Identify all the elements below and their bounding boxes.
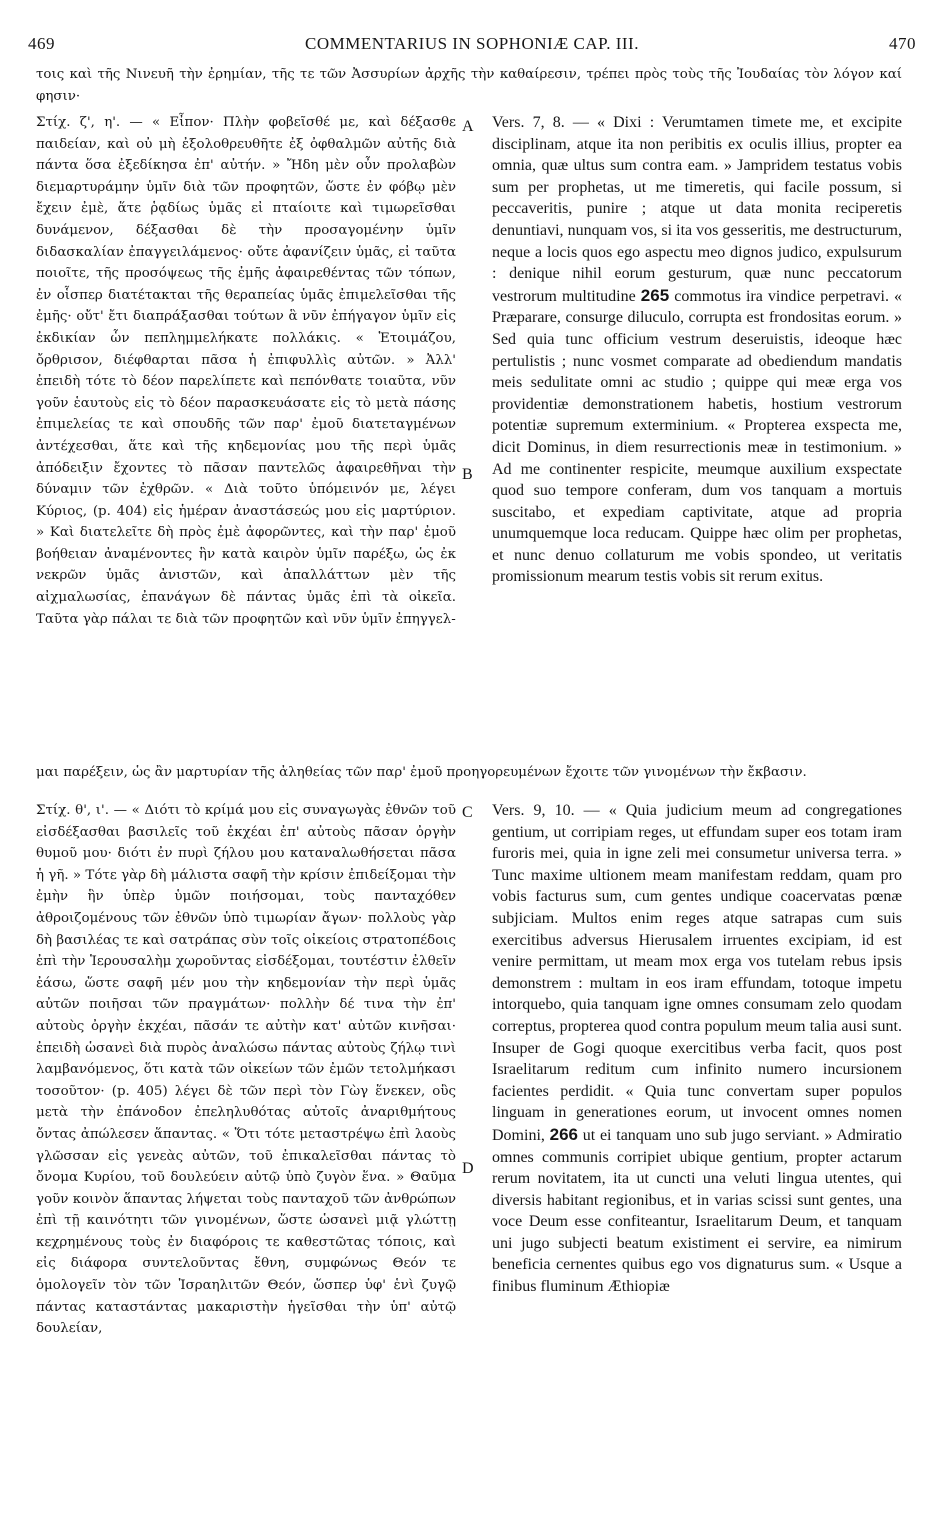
page-title: COMMENTARIUS IN SOPHONIÆ CAP. III. [305,34,639,53]
intro-greek-paragraph: τοις καὶ τῆς Νινευῆ τὴν ἐρημίαν, τῆς τε τῶν Ἀσσυρίων ἀρχῆς τὴν καθαίρεσιν, τρέπει πρὸς τοὺς τῆς Ἰουδαίας τὸν λόγον καί φησιν· [36,67,902,104]
column-number-266: 266 [549,1124,579,1144]
margin-marker-b: B [462,466,473,483]
running-head [28,34,916,58]
margin-marker-a: A [462,118,474,135]
latin-column-section2 [492,800,902,1298]
margin-marker-c: C [462,804,473,821]
latin-text-section2-part2: ut ei tanquam uno sub jugo serviant. » Admiratio omnes communis corripiet ubique gentium, propter actarum rerum novitatem, ita ut cuncti una veluti lingua utentes, qui diversis habitant regionibus, et in varias scissi sunt gentes, una voce Deum esse confiteantur, Israelitarum Deum, et tanquam uni jugo subjecti beatum existiment ei servire, ea nimirum beneficia cernentes quibus ego vos dignaturus sum. « Usque a finibus fluminum Æthiopiæ [492,1126,903,1296]
column-number-265: 265 [640,285,670,305]
greek-column-section2: Στίχ. θ', ι'. — « Διότι τὸ κρίμά μου εἰς συναγωγὰς ἐθνῶν τοῦ εἰσδέξασθαι βασιλεῖς τοῦ ἐκχέαι ἐπ' αὐτοὺς πᾶσαν ὀργὴν θυμοῦ μου· διότι ἐν πυρὶ ζήλου μου καταναλωθήσεται πᾶσα ἡ γῆ. » Τότε γὰρ δὴ μάλιστα σαφῆ τὴν κρίσιν ἐπιδείξομαι τὴν ἐμὴν ἣν ὑπὲρ ὑμῶν ποιήσομαι, τοὺς πανταχόθεν ἀθροιζομένους τῶν ἐθνῶν ὑπὸ τιμωρίαν ἄγων· πολλοὺς γὰρ δὴ βασιλέας τε καὶ σατράπας σὺν τοῖς οἰκείοις στρατοπέδοις ἐπὶ τὴν Ἱερουσαλὴμ χωροῦντας εἰσδέξομαι, τουτέστιν ἐλθεῖν ἐάσω, ὥστε σαφῆ μέν μου τὴν κηδεμονίαν τὴν περὶ ὑμᾶς αὐτῶν ποιῆσαι τῶν πραγμάτων· πολλὴν δέ τινα τὴν ἐπ' αὐτοὺς ὀργὴν ἐκχέαι, πᾶσάν τε αὐτὴν κατ' αὐτῶν κινῆσαι· ἐπειδὴ ὡσανεὶ διὰ πυρὸς ἀναλώσω πάντας αὐτοὺς ζήλῳ τινὶ λαμβανόμενος, ὅτι κατὰ τῶν οἰκείων τῶν ἐμῶν τετολμήκασι τοσοῦτον· (p. 405) λέγει δὲ τῶν περὶ τὸν Γὼγ ἕνεκεν, οὓς μετὰ τὴν ἐπάνοδον ἐπεληλυθότας αὐτοῖς ἀναριθμήτους ὄντας ἀπώλεσεν ἅπαντας. « Ὅτι τότε μεταστρέψω ἐπὶ λαοὺς γλῶσσαν εἰς γενεὰς αὐτῶν, τοῦ ἐπικαλεῖσθαι πάντας τὸ ὄνομα Κυρίου, τοῦ δουλεύειν αὐτῷ ὑπὸ ζυγὸν ἕνα. » Θαῦμα γοῦν κοινὸν ἅπαντας λήψεται τοὺς πανταχοῦ τῶν ἀνθρώπων ἐπὶ τῇ καινότητι τῶν γινομένων, ὥστε ὡσανεὶ μιᾷ γλώττῃ κεχρημένους τοὺς ἐν διαφόροις τε καθεστῶτας τόποις, καὶ εἰς διάφορα συντελοῦντας ἔθνη, συμφώνως Θεόν τε ὁμολογεῖν τὸν τῶν Ἰσραηλιτῶν Θεόν, ὥσπερ ὑφ' ἑνὶ ζυγῷ πάντας καταστάντας μακαριστὴν ἡγεῖσθαι τὴν ὑπ' αὐτῷ δουλείαν, [36,803,457,1337]
latin-text-section1-part2: commotus ira vindice perpetravi. « Præparare, consurge diluculo, corrupta est frondositas eorum. » Sed quia tunc officium vestrum deseruistis, ideoque hæc pertulistis ; nunc vosmet comparate ad obediendum mandatis meis sedulitate omni ac studio ; quippe qui meæ erga vos providentiæ demonstrationem habetis, hostium vestrorum potentiæ supremum exterminium. « Propterea exspecta me, dicit Dominus, in diem resurrectionis meæ in testimonium. » Ad me continenter respicite, meumque auxilium exspectate quod suo tempore conferam, dum vos tanquam a mortuis suscitabo, et expediam captivitate, atque ad propria unumquemque loca reducam. Quippe hæc olim per prophetas, et nunc denuo collaturum me vobis spondeo, ut veritatis promissionum mearum testis vobis sit rerum exitus. [492,287,903,586]
latin-text-section1-part1: Vers. 7, 8. — « Dixi : Verumtamen timete me, et excipite disciplinam, atque ita non peribitis ex oculis illius, propter ea omnia, quæ ultus sum contra eam. » Jampridem testatus vobis sum per prophetas, ut me timeretis, qui facile possum, si peccaveritis, punire ; atque ut data monita reciperetis denuntiavi, nunquam vos, si ita vos gesseritis, me destructurum, neque a locis quos ego aspectu meo dignos judico, expulsurum : denique nihil eorum gesturum, quæ nunc peccatorum vestrorum multitudine [492,114,902,305]
bridge-greek-line: μαι παρέξειν, ὡς ἂν μαρτυρίαν τῆς ἀληθείας τῶν παρ' ἐμοῦ προηγορευμένων ἔχοιτε τῶν γινομένων τὴν ἔκβασιν. [36,765,807,780]
latin-text-section2-part1: Vers. 9, 10. — « Quia judicium meum ad congregationes gentium, ut corripiam reges, ut effundam super eos totam iram furoris mei, quia in igne zeli mei consumetur universa terra. » Tunc maxime ultionem meam manifestam reddam, quam pro vobis facturus sum, cum gentes undique coacervatas pœnæ subjiciam. Multos enim reges atque satrapas cum suis exercitibus adversus Hierusalem irruentes excipiam, id est venire permittam, ut meam mox erga vos tutelam rebus ipsis demonstrem : multam in eos iram effundam, totoque impetu intorquebo, quia tanquam igne omnes consumam zelo quodam correptus, propterea quod contra populum meum talia ausi sunt. Insuper de Gogi quoque exercitibus verba facit, quos post Israelitarum reditum cum infinito numero incursionem facientes perdidit. « Quia tunc convertam super populos linguam in generationes eorum, ut invocent omnes nomen Domini, [492,802,902,1144]
page-number-left: 469 [28,34,55,53]
latin-column-section1 [492,112,902,588]
page-number-right: 470 [889,34,916,53]
margin-marker-d: D [462,1160,474,1177]
greek-column-section1: Στίχ. ζ', η'. — « Εἶπον· Πλὴν φοβεῖσθέ με, καὶ δέξασθε παιδείαν, καὶ οὐ μὴ ἐξολοθρευθῆτε ἐξ ὀφθαλμῶν αὐτῆς διὰ πάντα ὅσα ἐξεδίκησα ἐπ' αὐτήν. » Ἤδη μὲν οὖν προλαβὼν διεμαρτυράμην ὑμῖν διὰ τῶν προφητῶν, ὥστε ἐν φόβῳ μὲν ἔχειν ἐμὲ, ἅτε ῥᾳδίως ὑμᾶς εἰ πταίοιτε καὶ τιμωρεῖσθαι δυνάμενον, δέξασθαι δὲ τὴν προσαγομένην ὑμῖν διδασκαλίαν ἐπαγγειλάμενος· οὔτε ἀφανίζειν ὑμᾶς, εἰ ταῦτα ποιοῖτε, τῆς προσόψεως τῆς ἐμῆς ἀφαιρεθέντας τῶν τόπων, ἐν οἷσπερ διατέτακται τῆς θεραπείας ὑμᾶς ἐπιμελεῖσθαι τῆς ἐμῆς· οὔτ' ἔτι διαπράξασθαι τούτων ἃ νῦν ἐπήγαγον ὑμῖν εἰς ἐκδικίαν ὧν πεπλημμελήκατε πολλάκις. « Ἑτοιμάζου, ὄρθρισον, διέφθαρται πᾶσα ἡ ἐπιφυλλὶς αὐτῶν. » Ἀλλ' ἐπειδὴ τότε τὸ δέον παρελίπετε καὶ πεπόνθατε τοιαῦτα, νῦν γοῦν ἑαυτοὺς εἰς τὸ δέον παρασκευάσατε εἰς τὸ μετὰ πάσης ἐπιμελείας τε καὶ σπουδῆς τῶν παρ' ἐμοῦ διατεταγμένων ἀντέχεσθαι, ἅτε καὶ τῆς κηδεμονίας μου τῆς περὶ ὑμᾶς ἀπόδειξιν ἔχοντες τὸ πᾶσαν παντελῶς ἀφαιρεθῆναι τὴν δύναμιν τῶν ἐχθρῶν. « Διὰ τοῦτο ὑπόμεινόν με, λέγει Κύριος, (p. 404) εἰς ἡμέραν ἀναστάσεώς μου εἰς μαρτύριον. » Καὶ διατελεῖτε δὴ πρὸς ἐμὲ ἀφορῶντες, καὶ τὴν παρ' ἐμοῦ βοήθειαν ἀναμένοντες ἣν κατὰ καιρὸν ὑμῖν παρέξω, ὡς ἐκ νεκρῶν ὑμᾶς ἀνιστῶν, καὶ ἀπαλλάττων μὲν τῆς αἰχμαλωσίας, ἐπανάγων δὲ πάντας ὑμᾶς ἐπὶ τὰ οἰκεῖα. Ταῦτα γὰρ πάλαι τε διὰ τῶν προφητῶν καὶ νῦν ὑμῖν ἐπηγγελ- [36,115,456,627]
